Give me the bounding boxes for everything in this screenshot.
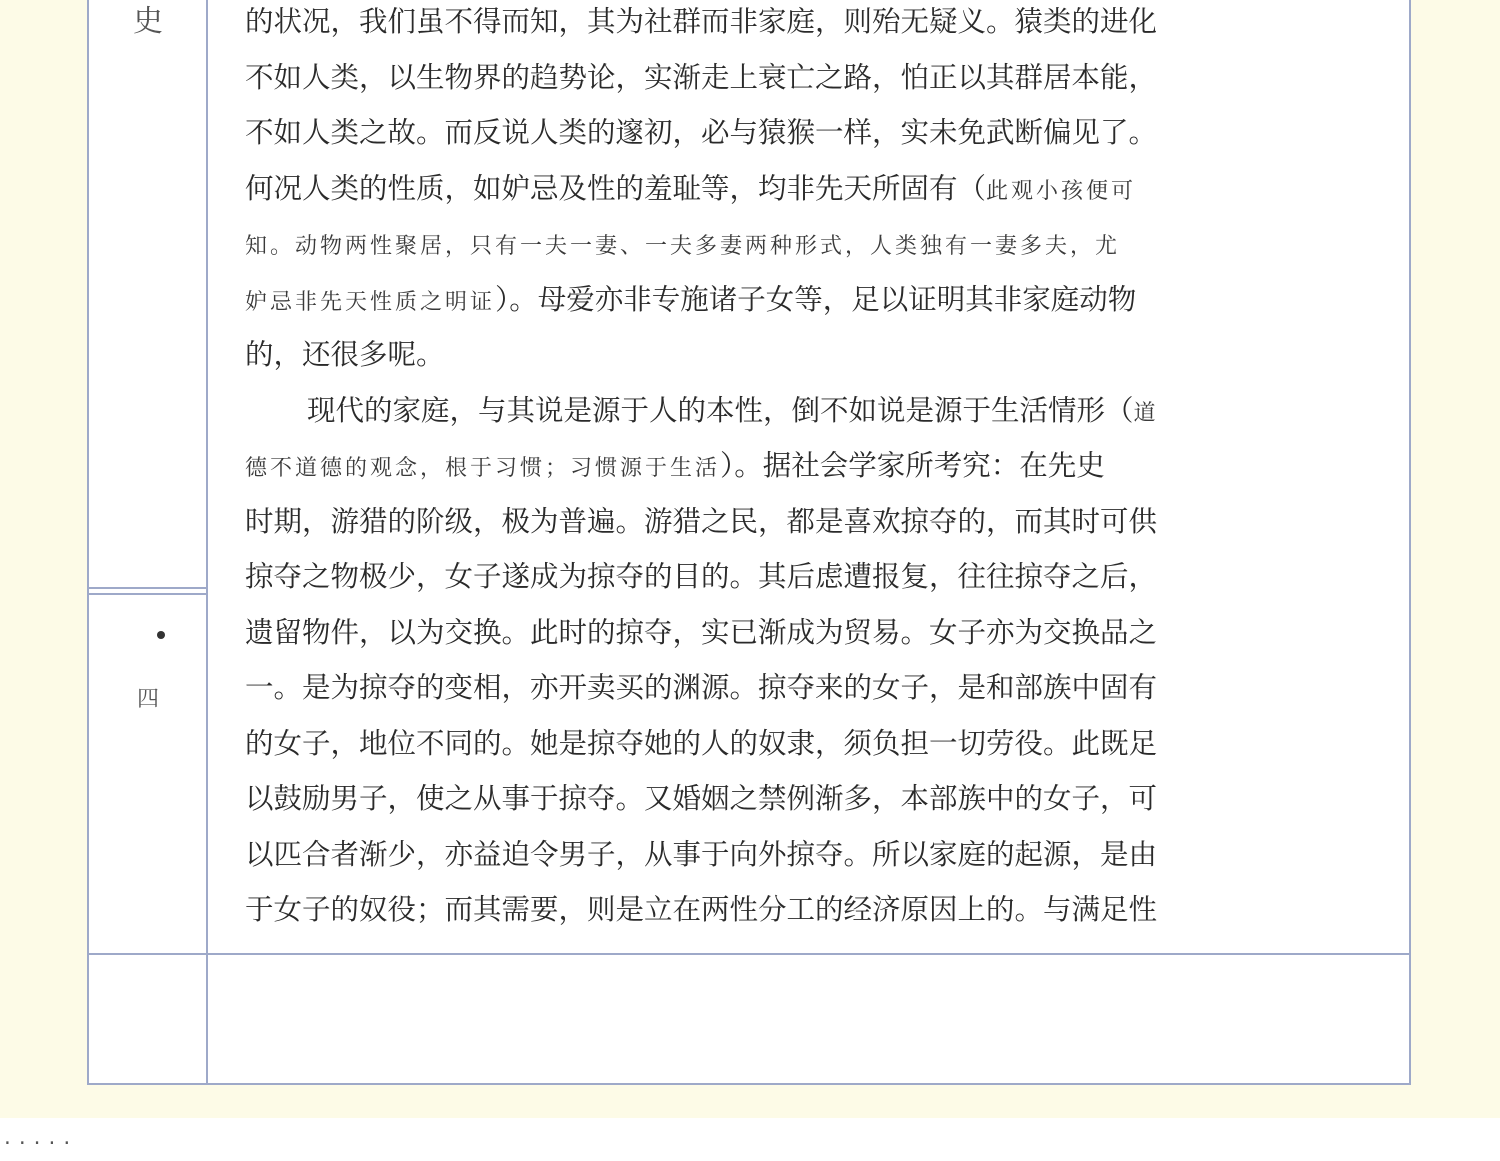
text-line: 时期，游猎的阶级，极为普遍。游猎之民，都是喜欢掠夺的，而其时可供 — [245, 504, 1158, 538]
text-line — [245, 438, 1275, 494]
text-segment: ）。母爱亦非专施诸子女等，足以证明其非家庭动物 — [495, 282, 1137, 316]
inline-note: 道 — [1133, 400, 1159, 426]
inline-note: 德不道德的观念，根于习惯；习惯源于生活 — [245, 456, 721, 481]
text-line: 的，还很多呢。 — [245, 338, 445, 371]
bottom-rule — [89, 953, 1409, 955]
text-line: 的女子，地位不同的。她是掠夺她的人的奴隶，须负担一切劳役。此既足 — [245, 726, 1158, 760]
gutter-split-lower — [89, 593, 207, 595]
text-line: 不如人类，以生物界的趋势论，实渐走上衰亡之路，怕正以其群居本能， — [245, 60, 1158, 94]
gutter-divider — [206, 0, 208, 1083]
book-page — [87, 0, 1411, 1085]
margin-title-char: 史 — [133, 4, 163, 39]
text-line — [245, 216, 1275, 272]
text-segment: 现代的家庭，与其说是源于人的本性，倒不如说是源于生活情形（ — [307, 393, 1134, 427]
text-line: 一。是为掠夺的变相，亦开卖买的渊源。掠夺来的女子，是和部族中固有 — [245, 671, 1158, 704]
text-line: 不如人类之故。而反说人类的邃初，必与猿猴一样，实未免武断偏见了。 — [245, 116, 1158, 149]
text-line: 以匹合者渐少，亦益迫令男子，从事于向外掠夺。所以家庭的起源，是由 — [245, 837, 1158, 871]
inline-note: 此观小孩便可 — [986, 178, 1137, 204]
inline-note: 知。动物两性聚居，只有一夫一妻、一夫多妻两种形式，人类独有一妻多夫，尤 — [245, 234, 1121, 259]
text-line — [245, 161, 1275, 217]
gutter-split-upper — [89, 587, 207, 589]
inline-note: 妒忌非先天性质之明证 — [245, 289, 496, 315]
text-line — [245, 272, 1275, 328]
text-segment: ）。据社会学家所考究：在先史 — [720, 449, 1105, 482]
text-line: 于女子的奴役；而其需要，则是立在两性分工的经济原因上的。与满足性 — [245, 893, 1158, 926]
text-line: 的状况，我们虽不得而知，其为社群而非家庭，则殆无疑义。猿类的进化 — [245, 5, 1158, 38]
margin-dot — [157, 631, 165, 639]
text-segment: 何况人类的性质，如妒忌及性的羞耻等，均非先天所固有（ — [245, 171, 987, 205]
margin-page-number: 四 — [136, 687, 159, 712]
body-text — [245, 0, 1275, 938]
ellipsis-dots: ..... — [2, 1128, 77, 1149]
text-line: 以鼓励男子，使之从事于掠夺。又婚姻之禁例渐多，本部族中的女子，可 — [245, 782, 1158, 815]
text-line: 掠夺之物极少，女子遂成为掠夺的目的。其后虑遭报复，往往掠夺之后， — [245, 560, 1158, 593]
paragraph-start-line — [245, 383, 1275, 439]
text-line: 遗留物件，以为交换。此时的掠夺，实已渐成为贸易。女子亦为交换品之 — [245, 615, 1158, 649]
